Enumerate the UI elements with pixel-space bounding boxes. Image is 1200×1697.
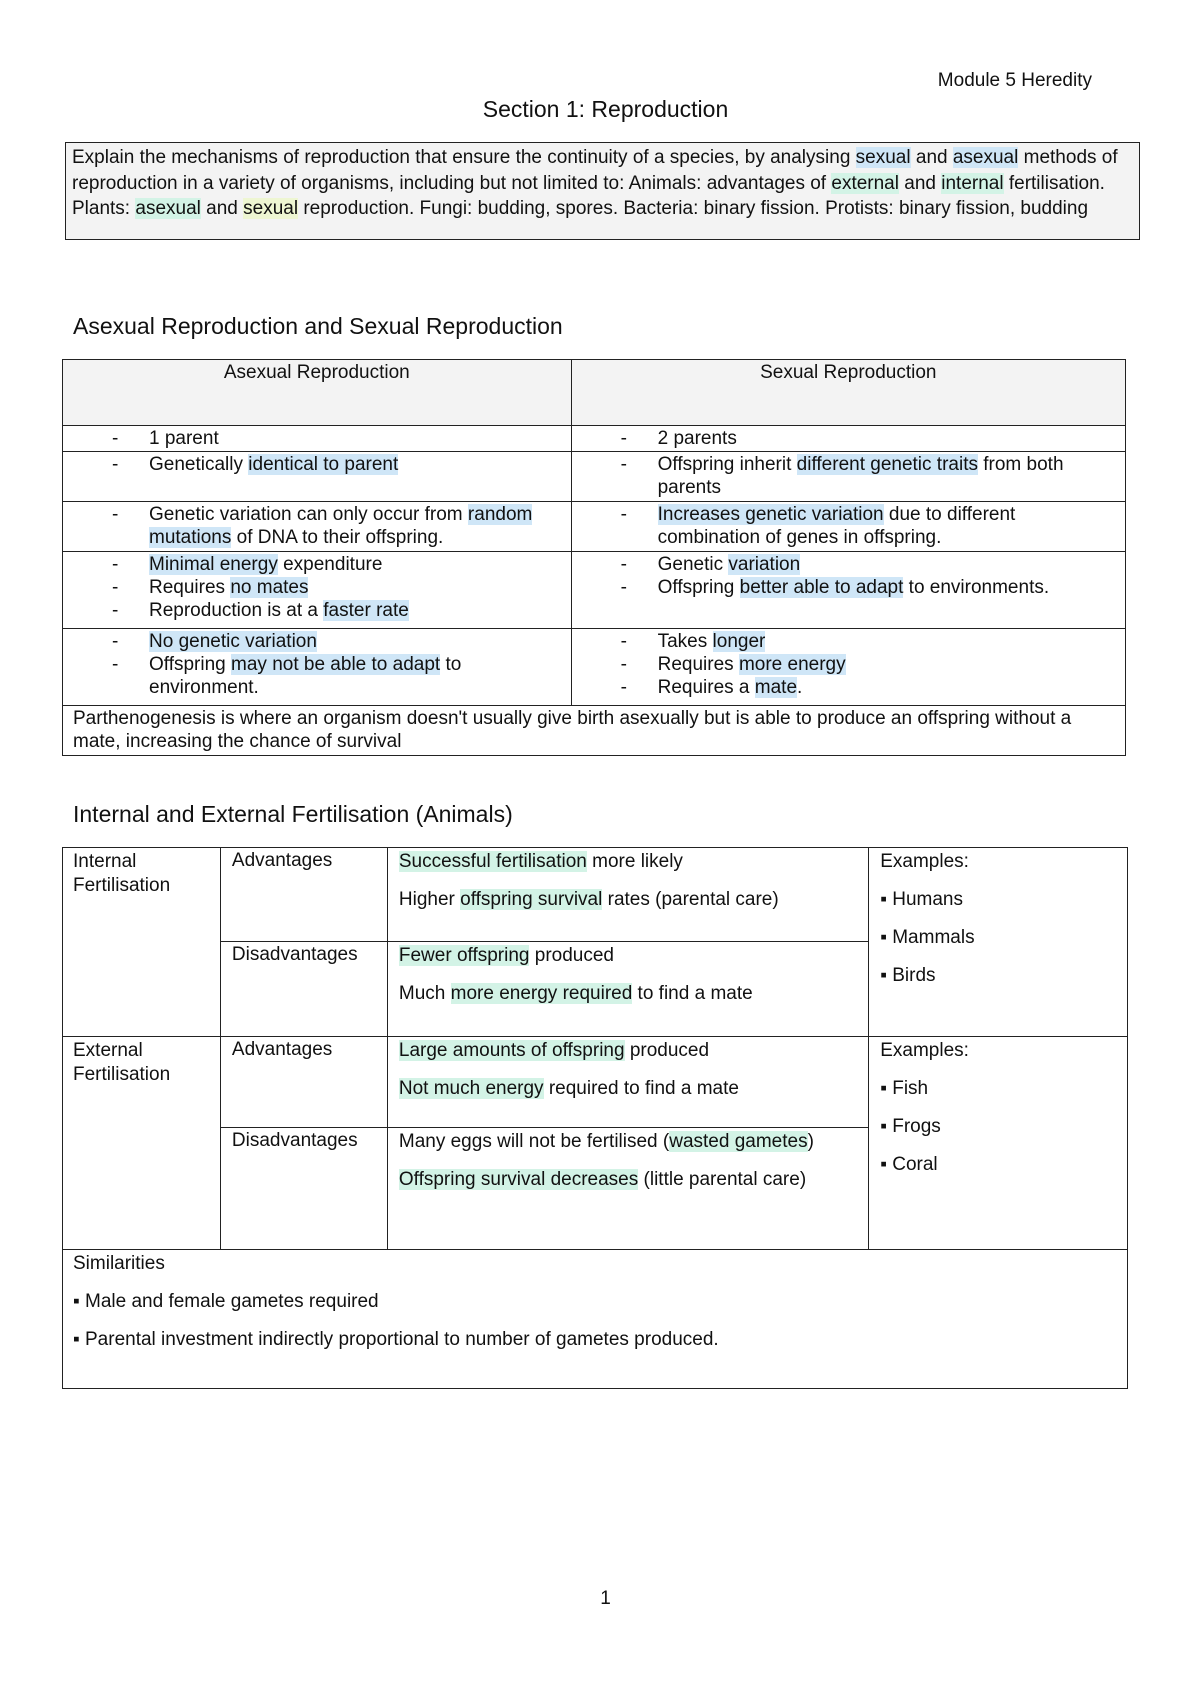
highlighted-term: Increases genetic variation <box>657 504 884 525</box>
text-run: methods of reproduction in a variety of organisms, including but not limited to: Animals: advantages of <box>72 147 1118 194</box>
advantages-label: Advantages <box>220 1037 387 1128</box>
module-label: Module 5 Heredity <box>937 70 1092 91</box>
disadvantages-cell <box>387 942 868 1037</box>
list-item: ▪ Male and female gametes required <box>73 1291 379 1312</box>
highlighted-term: longer <box>712 631 766 652</box>
text-run: Reproduction is at a <box>149 600 324 621</box>
text-run: expenditure <box>277 554 383 575</box>
list-item <box>399 1168 857 1192</box>
list-item <box>64 503 562 549</box>
disadvantages-label: Disadvantages <box>220 1128 387 1250</box>
comparison-cell <box>571 452 1125 502</box>
text-run: Requires <box>657 654 739 675</box>
page-number: 1 <box>600 1588 611 1609</box>
text-run: rates (parental care) <box>602 889 779 910</box>
highlighted-term: different genetic traits <box>796 454 978 475</box>
highlighted-term: identical to parent <box>248 454 399 475</box>
text-run: Requires <box>149 577 231 598</box>
text-run: Genetically <box>149 454 249 475</box>
text-run: Many eggs will not be fertilised ( <box>398 1131 670 1152</box>
highlighted-term: sexual <box>243 198 299 219</box>
list-item <box>399 888 857 912</box>
advantages-cell <box>387 1037 868 1128</box>
list-item <box>573 576 1124 599</box>
comparison-table <box>62 359 1126 756</box>
asexual-header: Asexual Reproduction <box>63 360 572 426</box>
text-run: 1 parent <box>149 428 219 449</box>
text-run: from both parents <box>657 454 1064 498</box>
examples-label: Examples: <box>880 851 969 872</box>
list-item <box>573 503 1116 549</box>
comparison-cell <box>571 502 1125 552</box>
highlighted-term: asexual <box>952 147 1019 168</box>
text-run: . <box>797 677 803 698</box>
text-run: Genetic variation can only occur from <box>149 504 468 525</box>
disadvantages-cell <box>387 1128 868 1250</box>
highlighted-term: better able to adapt <box>739 577 904 598</box>
text-run: Higher <box>398 889 461 910</box>
text-run: to environment. <box>149 654 462 698</box>
list-item <box>399 1077 857 1101</box>
highlighted-term: external <box>831 172 899 194</box>
list-item: ▪ Mammals <box>880 927 975 948</box>
text-run: Offspring <box>657 577 740 598</box>
list-item <box>399 1130 857 1154</box>
comparison-cell <box>571 629 1125 706</box>
text-run: fertilisation. Plants: <box>72 172 1105 219</box>
text-run: ) <box>807 1131 814 1152</box>
list-item <box>573 630 1124 653</box>
comparison-heading: Asexual Reproduction and Sexual Reproduction <box>73 313 563 339</box>
comparison-cell <box>63 629 572 706</box>
similarities-label: Similarities <box>73 1253 165 1274</box>
highlighted-term: internal <box>941 172 1004 194</box>
syllabus-box <box>65 142 1140 240</box>
highlighted-term: mate <box>754 677 798 698</box>
highlighted-term: Minimal energy <box>149 554 278 575</box>
list-item <box>573 427 1124 450</box>
list-item <box>399 982 857 1006</box>
advantages-cell <box>387 848 868 942</box>
examples-cell <box>869 848 1128 1037</box>
highlighted-term: no mates <box>230 577 309 598</box>
highlighted-term: Successful fertilisation <box>398 851 587 872</box>
highlighted-term: more energy required <box>450 983 633 1004</box>
section-title: Section 1: Reproduction <box>482 96 729 122</box>
list-item <box>399 850 857 874</box>
examples-cell <box>869 1037 1128 1250</box>
syllabus-text <box>72 147 1118 219</box>
text-run: required to find a mate <box>543 1078 739 1099</box>
highlighted-term: asexual <box>135 198 201 219</box>
text-run: Offspring <box>149 654 232 675</box>
comparison-cell <box>571 552 1125 629</box>
fertilisation-heading: Internal and External Fertilisation (Animals) <box>73 801 513 827</box>
text-run: of DNA to their offspring. <box>231 527 444 548</box>
internal-fertilisation-label: Internal Fertilisation <box>63 848 221 1037</box>
examples-label: Examples: <box>880 1040 969 1061</box>
highlighted-term: offspring survival <box>460 889 603 910</box>
text-run: Explain the mechanisms of reproduction that ensure the continuity of a species, by analysing <box>72 147 856 168</box>
highlighted-term: sexual <box>855 147 911 168</box>
text-run: to find a mate <box>632 983 753 1004</box>
list-item <box>573 453 1124 499</box>
text-run: to environments. <box>903 577 1050 598</box>
text-run: reproduction. Fungi: budding, spores. Bacteria: binary fission. Protists: binary fission, budding <box>298 198 1089 219</box>
highlighted-term: variation <box>728 554 801 575</box>
highlighted-term: Large amounts of offspring <box>398 1040 625 1061</box>
highlighted-term: Fewer offspring <box>398 945 530 966</box>
list-item <box>64 599 570 622</box>
fertilisation-table <box>62 847 1128 1389</box>
text-run: and <box>200 198 244 219</box>
comparison-cell <box>63 552 572 629</box>
highlighted-term: more energy <box>738 654 846 675</box>
highlighted-term: No genetic variation <box>149 631 317 652</box>
highlighted-term: random mutations <box>149 504 533 548</box>
list-item <box>573 676 1124 699</box>
comparison-cell <box>571 426 1125 452</box>
list-item <box>64 553 570 576</box>
list-item: ▪ Coral <box>880 1154 938 1175</box>
external-fertilisation-label: External Fertilisation <box>63 1037 221 1250</box>
text-run: Takes <box>657 631 713 652</box>
disadvantages-label: Disadvantages <box>220 942 387 1037</box>
highlighted-term: Not much energy <box>398 1078 544 1099</box>
parthenogenesis-note: Parthenogenesis is where an organism doesn't usually give birth asexually but is able to produce an offspring without a mate, increasing the chance of survival <box>63 706 1126 756</box>
highlighted-term: wasted gametes <box>669 1131 808 1152</box>
text-run: more likely <box>586 851 683 872</box>
highlighted-term: Offspring survival decreases <box>398 1169 639 1190</box>
comparison-cell <box>63 426 572 452</box>
list-item: ▪ Humans <box>880 889 963 910</box>
text-run: due to different combination of genes in offspring. <box>657 504 1016 548</box>
text-run: Requires a <box>657 677 755 698</box>
text-run: produced <box>529 945 614 966</box>
list-item <box>399 1039 857 1063</box>
highlighted-term: faster rate <box>323 600 409 621</box>
list-item: ▪ Parental investment indirectly proportional to number of gametes produced. <box>73 1329 719 1350</box>
list-item <box>64 576 570 599</box>
highlighted-term: may not be able to adapt <box>231 654 441 675</box>
text-run: Much <box>398 983 451 1004</box>
sexual-header: Sexual Reproduction <box>571 360 1125 426</box>
list-item <box>573 653 1124 676</box>
list-item <box>64 630 480 653</box>
text-run: and <box>910 147 953 168</box>
list-item <box>573 553 1124 576</box>
list-item <box>399 944 857 968</box>
text-run: Genetic <box>657 554 729 575</box>
text-run: Offspring inherit <box>657 454 797 475</box>
comparison-cell <box>63 452 572 502</box>
list-item: ▪ Birds <box>880 965 936 986</box>
list-item <box>64 453 570 476</box>
comparison-cell <box>63 502 572 552</box>
list-item: ▪ Fish <box>880 1078 929 1099</box>
text-run: produced <box>624 1040 710 1061</box>
similarities-cell <box>63 1250 1128 1389</box>
list-item: ▪ Frogs <box>880 1116 941 1137</box>
text-run: 2 parents <box>657 428 737 449</box>
list-item <box>64 427 570 450</box>
text-run: and <box>898 172 942 194</box>
text-run: (little parental care) <box>638 1169 807 1190</box>
list-item <box>64 653 480 699</box>
advantages-label: Advantages <box>220 848 387 942</box>
